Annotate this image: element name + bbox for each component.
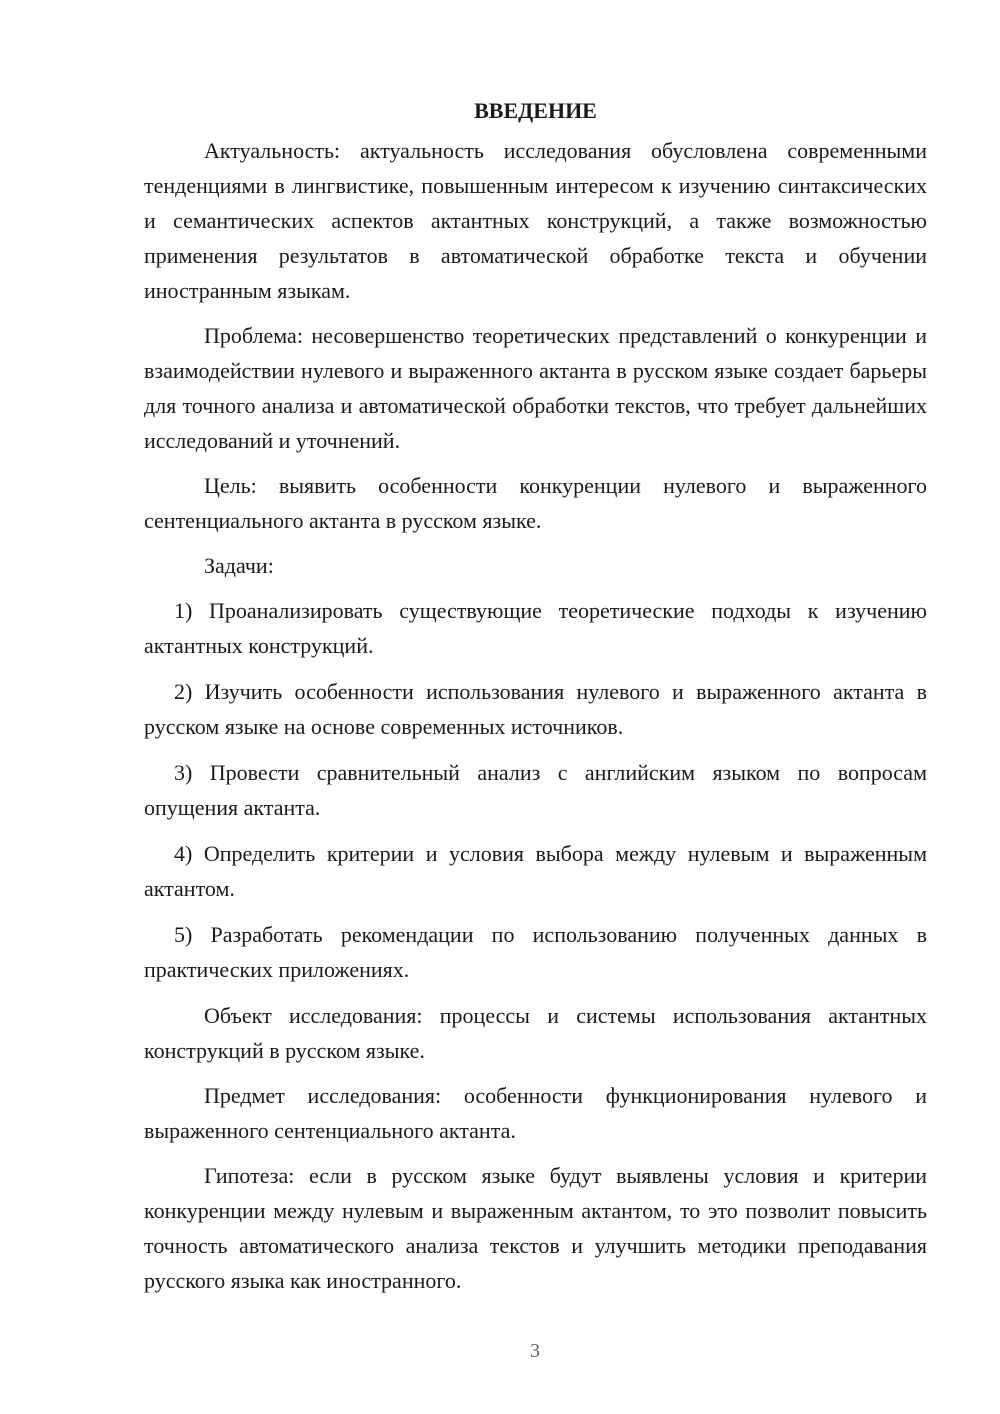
- paragraph-subject: Предмет исследования: особенности функционирования нулевого и выраженного сентенциального актанта.: [144, 1083, 927, 1143]
- paragraph-goal: Цель: выявить особенности конкуренции нулевого и выраженного сентенциального актанта в русском языке.: [144, 473, 927, 533]
- task-item-1: 1) Проанализировать существующие теоретические подходы к изучению актантных конструкций.: [144, 598, 927, 658]
- task-item-3: 3) Провести сравнительный анализ с английским языком по вопросам опущения актанта.: [144, 760, 927, 820]
- paragraph-problem: Проблема: несовершенство теоретических представлений о конкуренции и взаимодействии нулевого и выраженного актанта в русском языке создает барьеры для точного анализа и автоматической обработки текстов, что требует дальнейших исследований и уточнений.: [144, 323, 927, 453]
- paragraph-object: Объект исследования: процессы и системы использования актантных конструкций в русском языке.: [144, 1003, 927, 1063]
- tasks-label: Задачи:: [204, 553, 274, 578]
- paragraph-relevance: Актуальность: актуальность исследования обусловлена современными тенденциями в лингвистике, повышенным интересом к изучению синтаксических и семантических аспектов актантных конструкций, а также возможностью применения результатов в автоматической обработке текста и обучении иностранным языкам.: [144, 138, 927, 303]
- task-item-4: 4) Определить критерии и условия выбора между нулевым и выраженным актантом.: [144, 841, 927, 901]
- task-item-2: 2) Изучить особенности использования нулевого и выраженного актанта в русском языке на основе современных источников.: [144, 679, 927, 739]
- paragraph-hypothesis: Гипотеза: если в русском языке будут выявлены условия и критерии конкуренции между нулевым и выраженным актантом, то это позволит повысить точность автоматического анализа текстов и улучшить методики преподавания русского языка как иностранного.: [144, 1163, 927, 1293]
- page-number: 3: [530, 1340, 540, 1362]
- page-content: [144, 93, 927, 1308]
- section-title: ВВЕДЕНИЕ: [474, 98, 597, 123]
- task-item-5: 5) Разработать рекомендации по использованию полученных данных в практических приложениях.: [144, 922, 927, 982]
